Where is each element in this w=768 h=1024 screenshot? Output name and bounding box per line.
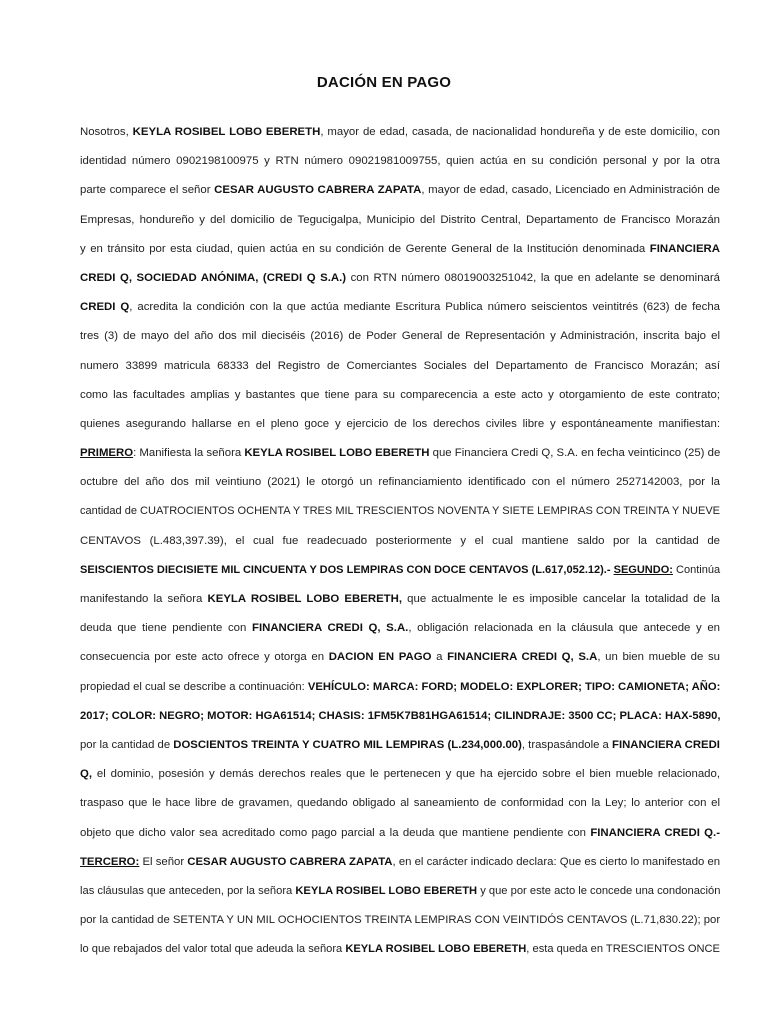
- bold-text: CESAR AUGUSTO CABRERA ZAPATA: [187, 855, 393, 868]
- text-segment: , en el carácter indicado declara: Que es cierto lo manifestado en: [392, 855, 721, 868]
- text-segment: , mayor de edad, casado, Licenciado en Administración de: [421, 184, 720, 197]
- text-line: [80, 352, 720, 381]
- text-segment: lo que rebajados del valor total que adeuda la señora: [80, 943, 346, 956]
- text-line: [80, 760, 720, 789]
- text-line: [80, 935, 720, 964]
- bold-text: KEYLA ROSIBEL LOBO EBERETH: [295, 884, 478, 897]
- text-segment: , esta queda en TRESCIENTOS ONCE: [526, 943, 720, 956]
- text-segment: Empresas, hondureño y del domicilio de Tegucigalpa, Municipio del Distrito Central, Departamento de Francisco Morazán: [80, 213, 720, 226]
- bold-text: KEYLA ROSIBEL LOBO EBERETH: [345, 943, 527, 956]
- text-segment: tres (3) de mayo del año dos mil dieciséis (2016) de Poder General de Representación y Administración, inscrita bajo el: [80, 330, 720, 343]
- text-segment: y que por este acto le concede una condonación: [477, 884, 721, 897]
- text-line: [80, 906, 720, 935]
- text-line: [80, 643, 720, 672]
- text-line: [80, 176, 720, 205]
- text-line: [80, 527, 720, 556]
- text-segment: Nosotros,: [80, 126, 133, 138]
- bold-text: CREDI Q: [80, 301, 130, 314]
- text-segment: como las facultades amplias y bastantes que tiene para su comparecencia a este acto y otorgamiento de este contrato;: [80, 388, 720, 401]
- text-line: [80, 118, 720, 147]
- text-line: [80, 439, 720, 468]
- text-segment: propiedad el cual se describe a continuación:: [80, 680, 308, 693]
- document-body: [80, 118, 720, 964]
- text-line: [80, 147, 720, 176]
- text-line: [80, 877, 720, 906]
- text-segment: a: [431, 651, 448, 664]
- text-segment: que Financiera Credi Q, S.A. en fecha veinticinco (25) de: [429, 447, 721, 460]
- text-segment: CENTAVOS (L.483,397.39), el cual fue readecuado posteriormente y el cual mantiene saldo por la cantidad de: [80, 534, 720, 547]
- text-line: [80, 673, 720, 702]
- text-segment: octubre del año dos mil veintiuno (2021) le otorgó un refinanciamiento identificado con el número 2527142003, por la: [80, 476, 720, 489]
- text-segment: , mayor de edad, casada, de nacionalidad hondureña y de este domicilio, con: [320, 126, 720, 138]
- text-segment: y en tránsito por esta ciudad, quien actúa en su condición de Gerente General de la Institución denominada: [80, 242, 650, 255]
- text-segment: deuda que tiene pendiente con: [80, 622, 252, 635]
- text-line: [80, 731, 720, 760]
- bold-text: FINANCIERA CREDI: [612, 738, 720, 751]
- bold-text: TERCERO:: [80, 855, 140, 868]
- text-segment: , acredita la condición con la que actúa mediante Escritura Publica número seiscientos veintitrés (623) de fecha: [129, 301, 720, 314]
- document-title: DACIÓN EN PAGO: [316, 74, 452, 91]
- text-line: [80, 614, 720, 643]
- text-line: [80, 789, 720, 818]
- bold-text: 2017; COLOR: NEGRO; MOTOR: HGA61514; CHASIS: 1FM5K7B81HGA61514; CILINDRAJE: 3500 CC; PLACA: HAX-5890,: [80, 709, 721, 722]
- text-segment: Continúa: [672, 563, 721, 576]
- text-segment: , un bien mueble de su: [597, 651, 720, 664]
- text-line: [80, 585, 720, 614]
- text-line: [80, 468, 720, 497]
- text-segment: traspaso que le hace libre de gravamen, quedando obligado al saneamiento de conformidad con la Ley; lo anterior con el: [80, 797, 720, 810]
- bold-text: KEYLA ROSIBEL LOBO EBERETH,: [207, 593, 403, 605]
- bold-text: SEISCIENTOS DIECISIETE MIL CINCUENTA Y DOS LEMPIRAS CON DOCE CENTAVOS (L.617,052.12).-: [80, 563, 614, 576]
- bold-text: VEHÍCULO: MARCA: FORD; MODELO: EXPLORER; TIPO: CAMIONETA; AÑO:: [307, 680, 721, 693]
- text-segment: identidad número 0902198100975 y RTN número 09021981009755, quien actúa en su condición personal y por la otra: [80, 155, 720, 168]
- bold-text: FINANCIERA CREDI Q.-: [590, 826, 721, 839]
- bold-text: DOSCIENTOS TREINTA Y CUATRO MIL LEMPIRAS (L.234,000.00): [173, 738, 522, 751]
- text-segment: El señor: [139, 855, 188, 868]
- text-segment: cantidad de CUATROCIENTOS OCHENTA Y TRES MIL TRESCIENTOS NOVENTA Y SIETE LEMPIRAS CON TREINTA Y NUEVE: [80, 505, 721, 518]
- bold-text: KEYLA ROSIBEL LOBO EBERETH: [244, 447, 430, 460]
- text-segment: el dominio, posesión y demás derechos reales que le pertenecen y que ha ejercido sobre el bien mueble relacionado,: [92, 768, 720, 781]
- text-line: [80, 410, 720, 439]
- text-line: [80, 206, 720, 235]
- bold-text: CESAR AUGUSTO CABRERA ZAPATA: [214, 184, 422, 197]
- bold-text: CREDI Q, SOCIEDAD ANÓNIMA, (CREDI Q S.A.): [80, 271, 347, 284]
- text-line: [80, 264, 720, 293]
- text-line: [80, 322, 720, 351]
- bold-text: PRIMERO: [80, 447, 134, 460]
- text-segment: objeto que dicho valor sea acreditado como pago parcial a la deuda que mantiene pendiente con: [80, 826, 591, 839]
- text-segment: , traspasándole a: [521, 738, 613, 751]
- text-segment: quienes asegurando hallarse en el pleno goce y ejercicio de los derechos civiles libre y espontáneamente manifiestan:: [80, 417, 720, 430]
- text-line: [80, 235, 720, 264]
- text-line: [80, 293, 720, 322]
- bold-text: Q,: [80, 768, 93, 781]
- text-segment: por la cantidad de: [80, 738, 174, 751]
- text-line: [80, 702, 720, 731]
- text-segment: : Manifiesta la señora: [133, 447, 245, 460]
- bold-text: KEYLA ROSIBEL LOBO EBERETH: [132, 126, 321, 138]
- text-line: [80, 381, 720, 410]
- text-line: [80, 848, 720, 877]
- text-segment: parte comparece el señor: [80, 184, 215, 197]
- text-segment: por la cantidad de SETENTA Y UN MIL OCHOCIENTOS TREINTA LEMPIRAS CON VEINTIDÓS CENTAVOS (L.71,830.22); por: [80, 914, 721, 927]
- bold-text: SEGUNDO:: [613, 563, 673, 576]
- text-segment: manifestando la señora: [80, 593, 208, 605]
- text-segment: las cláusulas que anteceden, por la señora: [80, 884, 296, 897]
- text-line: [80, 497, 720, 526]
- text-segment: , obligación relacionada en la cláusula que antecede y en: [408, 622, 721, 635]
- text-line: [80, 556, 720, 585]
- text-segment: con RTN número 08019003251042, la que en adelante se denominará: [346, 271, 720, 284]
- bold-text: DACION EN PAGO: [328, 651, 432, 664]
- text-segment: numero 33899 matricula 68333 del Registro de Comerciantes Sociales del Departamento de Francisco Morazán; así: [80, 359, 720, 372]
- text-segment: consecuencia por este acto ofrece y otorga en: [80, 651, 329, 664]
- bold-text: FINANCIERA CREDI Q, S.A: [447, 651, 598, 664]
- text-line: [80, 819, 720, 848]
- text-segment: que actualmente le es imposible cancelar la totalidad de la: [402, 593, 720, 605]
- bold-text: FINANCIERA: [649, 242, 720, 255]
- bold-text: FINANCIERA CREDI Q, S.A.: [251, 622, 409, 635]
